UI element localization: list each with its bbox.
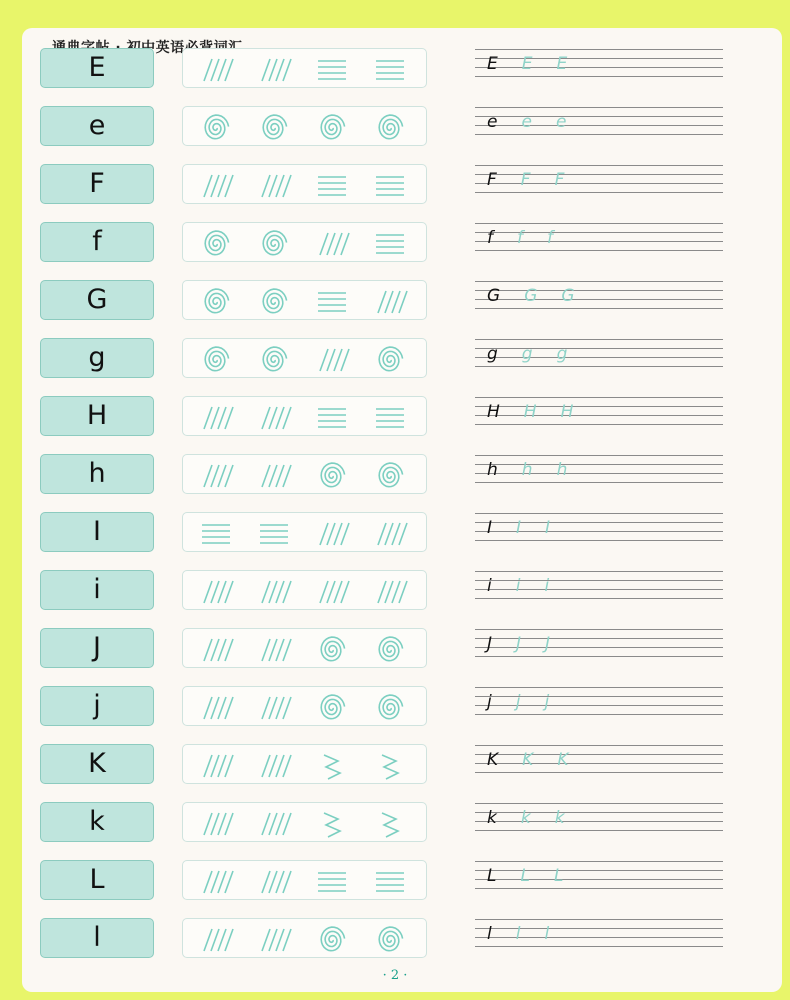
- guide-line: [475, 308, 723, 309]
- letter-sample: [40, 744, 154, 784]
- writing-lines: [475, 741, 723, 787]
- trace-letter: k: [554, 808, 565, 828]
- guide-line: [475, 714, 723, 715]
- guide-line: [475, 888, 723, 889]
- trace-letter: G: [561, 286, 575, 306]
- guide-line: [475, 772, 723, 773]
- page-number: · 2 ·: [382, 968, 408, 983]
- letter-glyph: g: [88, 342, 106, 373]
- zigzag-stroke-icon: [382, 755, 398, 779]
- letter-sample: [40, 570, 154, 610]
- diagonal-strokes-icon: [262, 465, 291, 487]
- handwriting-sample: [487, 634, 550, 654]
- letter-sample: [40, 106, 154, 146]
- writing-lines: [475, 451, 723, 497]
- diagonal-strokes-icon: [262, 407, 291, 429]
- diagonal-strokes-icon: [378, 291, 407, 313]
- trace-letter: g: [521, 344, 533, 364]
- trace-letter: J: [545, 634, 551, 654]
- trace-letter: l: [544, 924, 550, 944]
- model-letter: f: [487, 228, 493, 248]
- letter-row-h: [0, 451, 790, 497]
- letter-row-l: [0, 915, 790, 961]
- diagonal-strokes-icon: [204, 929, 233, 951]
- diagonal-strokes-icon: [320, 581, 349, 603]
- model-letter: E: [487, 54, 498, 74]
- spiral-stroke-icon: [321, 463, 344, 487]
- letter-row-F: [0, 161, 790, 207]
- spiral-stroke-icon: [263, 231, 286, 255]
- diagonal-strokes-icon: [262, 871, 291, 893]
- writing-lines: [475, 857, 723, 903]
- guide-line: [475, 397, 723, 398]
- guide-line: [475, 281, 723, 282]
- handwriting-sample: [487, 460, 567, 480]
- letter-sample: [40, 454, 154, 494]
- guide-line: [475, 803, 723, 804]
- trace-letter: I: [545, 518, 551, 538]
- spiral-stroke-icon: [379, 927, 402, 951]
- handwriting-sample: [487, 286, 575, 306]
- letter-sample: [40, 512, 154, 552]
- letter-glyph: K: [88, 748, 106, 779]
- handwriting-sample: [487, 576, 549, 596]
- trace-letter: K: [522, 750, 534, 770]
- guide-line: [475, 223, 723, 224]
- trace-letter: H: [560, 402, 574, 422]
- spiral-stroke-icon: [205, 115, 228, 139]
- guide-line: [475, 629, 723, 630]
- model-letter: h: [487, 460, 498, 480]
- letter-glyph: I: [93, 516, 101, 547]
- guide-line: [475, 482, 723, 483]
- diagonal-strokes-icon: [262, 175, 291, 197]
- stroke-practice-box: [182, 280, 427, 320]
- letter-row-J: [0, 625, 790, 671]
- writing-lines: [475, 683, 723, 729]
- model-letter: l: [487, 924, 492, 944]
- handwriting-sample: [487, 112, 566, 132]
- letter-row-K: [0, 741, 790, 787]
- trace-letter: I: [516, 518, 522, 538]
- handwriting-sample: [487, 170, 564, 190]
- diagonal-strokes-icon: [204, 639, 233, 661]
- stroke-practice-box: [182, 106, 427, 146]
- writing-lines: [475, 393, 723, 439]
- diagonal-strokes-icon: [320, 233, 349, 255]
- guide-line: [475, 107, 723, 108]
- spiral-stroke-icon: [263, 115, 286, 139]
- handwriting-sample: [487, 692, 549, 712]
- trace-letter: h: [521, 460, 533, 480]
- guide-line: [475, 598, 723, 599]
- diagonal-strokes-icon: [320, 349, 349, 371]
- writing-lines: [475, 219, 723, 265]
- letter-row-g: [0, 335, 790, 381]
- trace-letter: F: [520, 170, 531, 190]
- stroke-practice-box: [182, 686, 427, 726]
- model-letter: K: [487, 750, 499, 770]
- horizontal-strokes-icon: [318, 61, 346, 79]
- trace-letter: F: [554, 170, 565, 190]
- diagonal-strokes-icon: [204, 581, 233, 603]
- diagonal-strokes-icon: [204, 175, 233, 197]
- letter-glyph: h: [88, 458, 106, 489]
- model-letter: g: [487, 344, 498, 364]
- letter-row-j: [0, 683, 790, 729]
- letter-glyph: i: [93, 574, 101, 605]
- trace-letter: f: [547, 228, 553, 248]
- horizontal-strokes-icon: [318, 293, 346, 311]
- model-letter: J: [487, 634, 493, 654]
- letter-glyph: L: [89, 864, 105, 895]
- guide-line: [475, 861, 723, 862]
- writing-lines: [475, 277, 723, 323]
- guide-line: [475, 134, 723, 135]
- writing-lines: [475, 625, 723, 671]
- model-letter: j: [487, 692, 492, 712]
- stroke-practice-box: [182, 396, 427, 436]
- letter-sample: [40, 396, 154, 436]
- handwriting-sample: [487, 866, 563, 886]
- writing-lines: [475, 335, 723, 381]
- letter-glyph: l: [93, 922, 101, 953]
- guide-line: [475, 339, 723, 340]
- trace-letter: f: [517, 228, 523, 248]
- letter-sample: [40, 222, 154, 262]
- horizontal-strokes-icon: [376, 235, 404, 253]
- horizontal-strokes-icon: [376, 873, 404, 891]
- handwriting-sample: [487, 518, 550, 538]
- spiral-stroke-icon: [379, 115, 402, 139]
- letter-sample: [40, 686, 154, 726]
- trace-letter: G: [524, 286, 538, 306]
- letter-sample: [40, 164, 154, 204]
- guide-line: [475, 455, 723, 456]
- letter-glyph: H: [86, 400, 108, 431]
- guide-line: [475, 76, 723, 77]
- letter-row-E: [0, 45, 790, 91]
- letter-sample: [40, 628, 154, 668]
- spiral-stroke-icon: [321, 115, 344, 139]
- diagonal-strokes-icon: [204, 407, 233, 429]
- diagonal-strokes-icon: [378, 523, 407, 545]
- zigzag-stroke-icon: [324, 813, 340, 837]
- diagonal-strokes-icon: [204, 813, 233, 835]
- writing-lines: [475, 161, 723, 207]
- letter-glyph: E: [88, 52, 106, 83]
- writing-lines: [475, 509, 723, 555]
- stroke-practice-box: [182, 512, 427, 552]
- guide-line: [475, 165, 723, 166]
- stroke-practice-box: [182, 744, 427, 784]
- letter-row-f: [0, 219, 790, 265]
- trace-letter: L: [553, 866, 564, 886]
- letter-row-i: [0, 567, 790, 613]
- letter-glyph: j: [93, 690, 101, 721]
- spiral-stroke-icon: [263, 289, 286, 313]
- model-letter: G: [487, 286, 501, 306]
- stroke-practice-box: [182, 802, 427, 842]
- trace-letter: i: [515, 576, 521, 596]
- trace-letter: J: [516, 634, 522, 654]
- stroke-practice-box: [182, 222, 427, 262]
- handwriting-sample: [487, 808, 565, 828]
- writing-lines: [475, 799, 723, 845]
- stroke-practice-box: [182, 570, 427, 610]
- trace-letter: j: [515, 692, 521, 712]
- stroke-practice-box: [182, 918, 427, 958]
- diagonal-strokes-icon: [262, 697, 291, 719]
- diagonal-strokes-icon: [204, 59, 233, 81]
- trace-letter: j: [544, 692, 550, 712]
- writing-lines: [475, 45, 723, 91]
- guide-line: [475, 687, 723, 688]
- diagonal-strokes-icon: [262, 639, 291, 661]
- trace-letter: K: [557, 750, 569, 770]
- guide-line: [475, 745, 723, 746]
- spiral-stroke-icon: [379, 637, 402, 661]
- stroke-practice-box: [182, 48, 427, 88]
- letter-row-I: [0, 509, 790, 555]
- handwriting-sample: [487, 924, 549, 944]
- spiral-stroke-icon: [321, 927, 344, 951]
- letter-row-H: [0, 393, 790, 439]
- guide-line: [475, 656, 723, 657]
- stroke-practice-box: [182, 454, 427, 494]
- diagonal-strokes-icon: [378, 581, 407, 603]
- guide-line: [475, 946, 723, 947]
- letter-row-G: [0, 277, 790, 323]
- letter-glyph: G: [86, 284, 108, 315]
- spiral-stroke-icon: [263, 347, 286, 371]
- guide-line: [475, 49, 723, 50]
- model-letter: k: [487, 808, 497, 828]
- guide-line: [475, 919, 723, 920]
- writing-lines: [475, 103, 723, 149]
- stroke-practice-box: [182, 164, 427, 204]
- guide-line: [475, 513, 723, 514]
- horizontal-strokes-icon: [260, 525, 288, 543]
- stroke-practice-box: [182, 628, 427, 668]
- diagonal-strokes-icon: [262, 929, 291, 951]
- letter-glyph: e: [88, 110, 106, 141]
- model-letter: I: [487, 518, 493, 538]
- zigzag-stroke-icon: [382, 813, 398, 837]
- spiral-stroke-icon: [379, 695, 402, 719]
- model-letter: e: [487, 112, 498, 132]
- model-letter: i: [487, 576, 492, 596]
- diagonal-strokes-icon: [262, 581, 291, 603]
- trace-letter: H: [523, 402, 537, 422]
- letter-sample: [40, 802, 154, 842]
- handwriting-sample: [487, 54, 567, 74]
- guide-line: [475, 830, 723, 831]
- writing-lines: [475, 915, 723, 961]
- spiral-stroke-icon: [379, 463, 402, 487]
- trace-letter: h: [556, 460, 568, 480]
- diagonal-strokes-icon: [320, 523, 349, 545]
- guide-line: [475, 366, 723, 367]
- trace-letter: E: [556, 54, 568, 74]
- horizontal-strokes-icon: [376, 61, 404, 79]
- trace-letter: e: [521, 112, 532, 132]
- diagonal-strokes-icon: [204, 871, 233, 893]
- spiral-stroke-icon: [205, 347, 228, 371]
- guide-line: [475, 571, 723, 572]
- trace-letter: g: [556, 344, 568, 364]
- spiral-stroke-icon: [379, 347, 402, 371]
- letter-row-k: [0, 799, 790, 845]
- letter-sample: [40, 860, 154, 900]
- letter-sample: [40, 338, 154, 378]
- letter-glyph: J: [93, 632, 101, 663]
- model-letter: F: [487, 170, 497, 190]
- handwriting-sample: [487, 228, 553, 248]
- spiral-stroke-icon: [321, 637, 344, 661]
- trace-letter: l: [515, 924, 521, 944]
- letter-row-e: [0, 103, 790, 149]
- trace-letter: e: [555, 112, 567, 132]
- guide-line: [475, 424, 723, 425]
- spiral-stroke-icon: [205, 289, 228, 313]
- letter-glyph: F: [89, 168, 105, 199]
- trace-letter: L: [520, 866, 530, 886]
- diagonal-strokes-icon: [262, 59, 291, 81]
- letter-sample: [40, 280, 154, 320]
- guide-line: [475, 192, 723, 193]
- diagonal-strokes-icon: [204, 465, 233, 487]
- horizontal-strokes-icon: [318, 409, 346, 427]
- spiral-stroke-icon: [321, 695, 344, 719]
- horizontal-strokes-icon: [318, 177, 346, 195]
- horizontal-strokes-icon: [318, 873, 346, 891]
- stroke-practice-box: [182, 860, 427, 900]
- letter-glyph: f: [92, 226, 102, 257]
- diagonal-strokes-icon: [262, 813, 291, 835]
- trace-letter: i: [544, 576, 550, 596]
- guide-line: [475, 540, 723, 541]
- trace-letter: E: [521, 54, 533, 74]
- letter-sample: [40, 48, 154, 88]
- horizontal-strokes-icon: [376, 177, 404, 195]
- handwriting-sample: [487, 344, 567, 364]
- trace-letter: k: [520, 808, 531, 828]
- letter-row-L: [0, 857, 790, 903]
- horizontal-strokes-icon: [202, 525, 230, 543]
- letter-glyph: k: [89, 806, 105, 837]
- guide-line: [475, 250, 723, 251]
- stroke-practice-box: [182, 338, 427, 378]
- writing-lines: [475, 567, 723, 613]
- zigzag-stroke-icon: [324, 755, 340, 779]
- letter-sample: [40, 918, 154, 958]
- handwriting-sample: [487, 402, 573, 422]
- horizontal-strokes-icon: [376, 409, 404, 427]
- model-letter: L: [487, 866, 497, 886]
- diagonal-strokes-icon: [204, 697, 233, 719]
- diagonal-strokes-icon: [204, 755, 233, 777]
- handwriting-sample: [487, 750, 568, 770]
- diagonal-strokes-icon: [262, 755, 291, 777]
- model-letter: H: [487, 402, 500, 422]
- spiral-stroke-icon: [205, 231, 228, 255]
